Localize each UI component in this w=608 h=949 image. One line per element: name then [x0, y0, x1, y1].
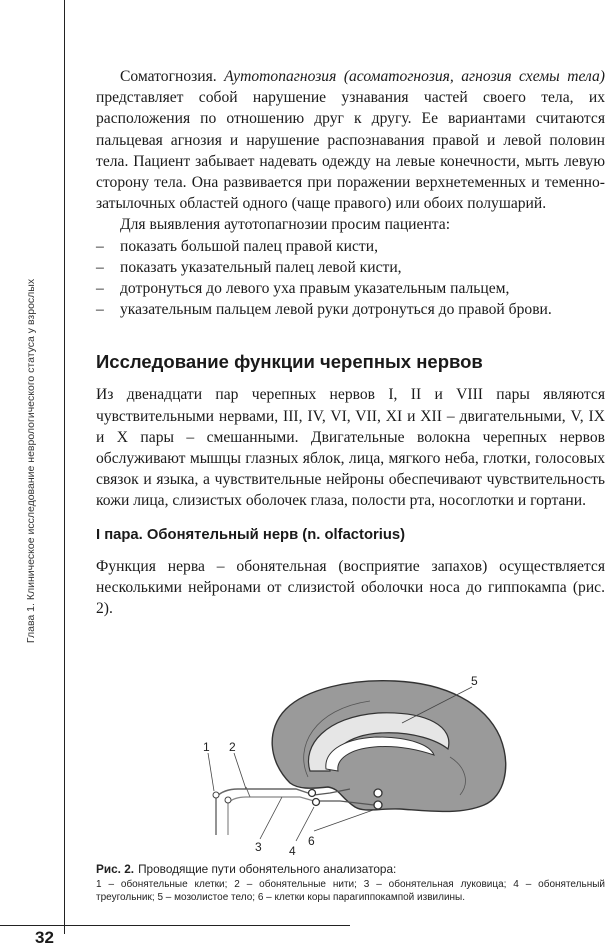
test-list [96, 236, 605, 321]
intro-body: представляет собой нарушение узнавания частей своего тела, их расположения по отношению друг к другу. Ее вариантами считаются пальцевая агнозия и нарушение распознавания правой и левой половин тела. Пациент забывает надевать одежду на левые конечности, мыть левую сторону тела. Она развивается при поражении верхнетеменных и теменно-затылочных областей одного (чаще правого) или обоих полушарий. [96, 89, 605, 213]
leader-line [260, 797, 282, 839]
footer-rule [0, 925, 350, 926]
olfactory-cell-node [313, 799, 320, 806]
olfactory-cell-node [374, 789, 382, 797]
leader-line [314, 809, 376, 831]
list-item: – показать большой палец правой кисти, [96, 236, 605, 257]
intro-question: Для выявления аутотопагнозии просим пациента: [120, 216, 451, 234]
list-item: – указательным пальцем левой руки дотронуться до правой брови. [96, 299, 605, 320]
figure-label-1: 1 [203, 740, 210, 754]
figure-caption [96, 862, 605, 904]
olfactory-cell-node [225, 797, 231, 803]
leader-line [208, 753, 214, 791]
section-heading: Исследование функции черепных нервов [96, 351, 483, 373]
caption-title: Проводящие пути обонятельного анализатора: [138, 862, 397, 876]
list-item: – показать указательный палец левой кисти, [96, 257, 605, 278]
subsection-paragraph: Функция нерва – обонятельная (восприятие запахов) осуществляется несколькими нейронами от слизистой оболочки носа до гиппокампа (рис. 2). [96, 557, 605, 618]
page-number: 32 [35, 928, 54, 947]
subsection-heading: I пара. Обонятельный нерв (n. olfactorius) [96, 526, 406, 543]
caption-title-line [96, 862, 605, 877]
figure-label-3: 3 [255, 840, 262, 854]
section-paragraph: Из двенадцати пар черепных нервов I, II и VIII пары являются чувствительными нервами, III, IV, VI, VII, XI и XII – двигательными, V, IX и X пары – смешанными. Двигательные волокна черепных нервов обслуживают мышцы глазных яблок, лица, мягкого неба, глотки, голосовых связок и языка, а чувствительные нейроны обеспечивают чувствительность кожи лица, слизистых оболочек глаза, полости рта, носоглотки и гортани. [96, 386, 605, 510]
main-text [96, 66, 605, 619]
margin-rule-vertical [64, 0, 65, 934]
figure-label-5: 5 [471, 674, 478, 688]
figure-label-6: 6 [308, 834, 315, 848]
olfactory-cell-node [309, 790, 316, 797]
olfactory-cell-node [213, 792, 219, 798]
intro-paragraph [96, 66, 605, 214]
leader-line [234, 753, 246, 789]
intro-term: Аутотопагнозия (асоматогнозия, агнозия схемы тела) [224, 68, 605, 85]
caption-legend: 1 – обонятельные клетки; 2 – обонятельные нити; 3 – обонятельная луковица; 4 – обонятельный треугольник; 5 – мозолистое тело; 6 – клетки коры парагиппокампой извилины. [96, 879, 605, 903]
intro-lead: Соматогнозия. [120, 68, 225, 85]
figure-label-4: 4 [289, 844, 296, 858]
figure-label-2: 2 [229, 740, 236, 754]
running-head: Глава 1. Клиническое исследование неврологического статуса у взрослых [25, 278, 37, 644]
list-item: – дотронуться до левого уха правым указательным пальцем, [96, 278, 605, 299]
olfactory-nerve-fiber [216, 789, 314, 835]
olfactory-nerve-fiber [228, 797, 314, 835]
caption-label: Рис. 2. [96, 862, 135, 876]
olfactory-pathway-figure [190, 665, 530, 860]
olfactory-cell-node [374, 801, 382, 809]
